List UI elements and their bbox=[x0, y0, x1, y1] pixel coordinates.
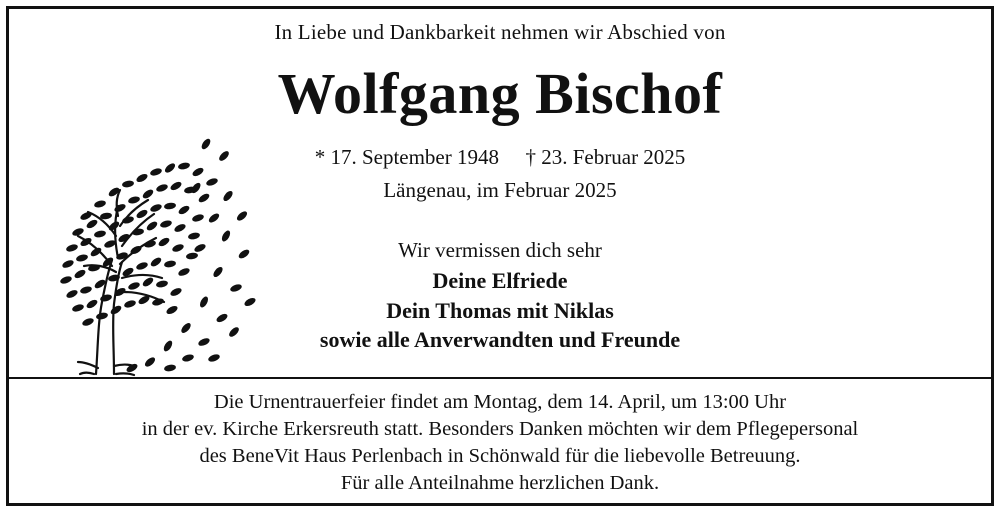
mourner-line: Dein Thomas mit Niklas bbox=[386, 298, 614, 323]
funeral-details-line: des BeneVit Haus Perlenbach in Schönwald für die liebevolle Betreuung. bbox=[199, 445, 801, 467]
mourner-line: Wir vermissen dich sehr bbox=[398, 238, 602, 262]
funeral-details-line: in der ev. Kirche Erkersreuth statt. Besonders Danken möchten wir dem Pflegepersonal bbox=[141, 418, 859, 440]
funeral-details-line: Für alle Anteilnahme herzlichen Dank. bbox=[340, 472, 660, 494]
death-date: † 23. Februar 2025 bbox=[525, 145, 686, 169]
mourner-line: Deine Elfriede bbox=[432, 268, 568, 293]
deceased-name: Wolfgang Bischof bbox=[277, 61, 723, 126]
funeral-details-line: Die Urnentrauerfeier findet am Montag, dem 14. April, um 13:00 Uhr bbox=[213, 391, 787, 413]
place-and-date: Längenau, im Februar 2025 bbox=[383, 178, 617, 202]
intro-line: In Liebe und Dankbarkeit nehmen wir Abschied von bbox=[274, 20, 726, 44]
funeral-details bbox=[0, 389, 1000, 497]
birth-date: * 17. September 1948 bbox=[314, 145, 499, 169]
life-dates bbox=[0, 145, 1000, 170]
mourner-line: sowie alle Anverwandten und Freunde bbox=[319, 327, 681, 352]
